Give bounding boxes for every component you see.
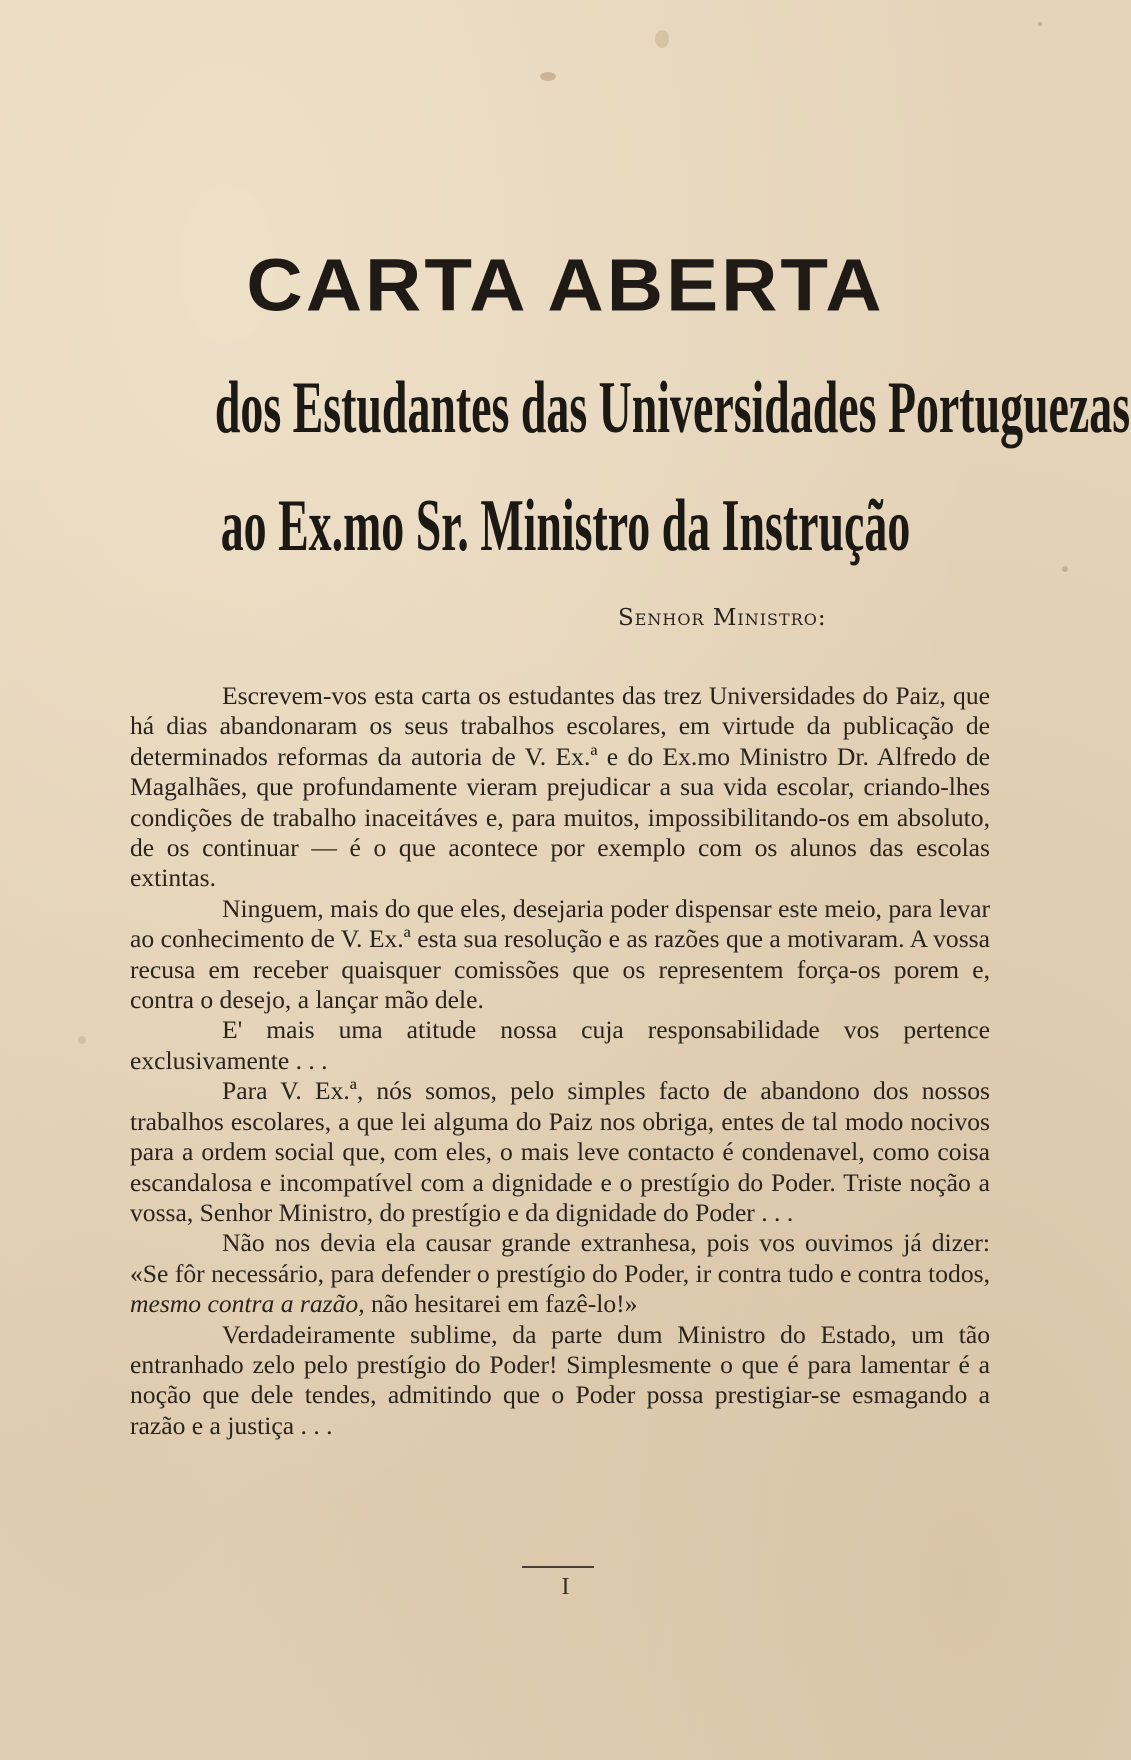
letter-body xyxy=(130,681,990,1441)
paper-stain xyxy=(1038,22,1042,26)
paper-stain xyxy=(655,30,669,48)
paragraph: Para V. Ex.ª, nós somos, pelo simples facto de abandono dos nossos trabalhos escolares, a que lei alguma do Paiz nos obriga, entes de tal modo nocivos para a ordem social que, com eles, o mais leve contacto é condenavel, como coisa escandalosa e incompatível com a dignidade e o prestígio do Poder. Triste noção a vossa, Senhor Ministro, do prestígio e da dignidade do Poder . . . xyxy=(130,1076,990,1227)
paper-stain xyxy=(1062,566,1068,572)
paper-stain xyxy=(78,1036,86,1044)
paragraph: Verdadeiramente sublime, da parte dum Ministro do Estado, um tão entranhado zelo pelo prestígio do Poder! Simplesmente o que é para lamentar é a noção que dele tendes, admitindo que o Poder possa prestigiar-se esmagando a razão e a justiça . . . xyxy=(130,1319,990,1440)
footer-rule xyxy=(522,1566,594,1568)
salutation: Senhor Ministro: xyxy=(618,605,827,631)
quote-emphasis: mesmo contra a razão, xyxy=(130,1289,365,1319)
document-subtitle: dos Estudantes das Universidades Portuguezas xyxy=(214,367,1131,449)
paragraph-text: Não nos devia ela causar grande extranhesa, pois vos ouvimos já dizer: «Se fôr necessário, para defender o prestígio do Poder, ir contra tudo e contra todos, xyxy=(130,1228,990,1288)
paper-stain xyxy=(540,72,556,81)
paragraph: Ninguem, mais do que eles, desejaria poder dispensar este meio, para levar ao conhecimento de V. Ex.ª esta sua resolução e as razões que a motivaram. A vossa recusa em receber quaisquer comissões que os representem força-os porem e, contra o desejo, a lançar mão dele. xyxy=(130,893,990,1015)
paragraph: E' mais uma atitude nossa cuja responsabilidade vos pertence exclusivamente . . . xyxy=(130,1015,990,1075)
paragraph-with-quote xyxy=(130,1228,990,1319)
quote-tail: não hesitarei em fazê-lo!» xyxy=(371,1289,638,1319)
paragraph: Escrevem-vos esta carta os estudantes das trez Universidades do Paiz, que há dias abandonaram os seus trabalhos escolares, em virtude da publicação de determinados reformas da autoria de V. Ex.ª e do Ex.mo Ministro Dr. Alfredo de Magalhães, que profundamente vieram prejudicar a sua vida escolar, criando-lhes condições de trabalho inaceitáves e, para muitos, impossibilitando-os em absoluto, de os continuar — é o que acontece por exemplo com os alunos das escolas extintas. xyxy=(130,681,990,893)
page-number: I xyxy=(561,1574,570,1600)
document-subtitle-addressee: ao Ex.mo Sr. Ministro da Instrução xyxy=(220,485,911,567)
document-title: CARTA ABERTA xyxy=(246,243,885,327)
